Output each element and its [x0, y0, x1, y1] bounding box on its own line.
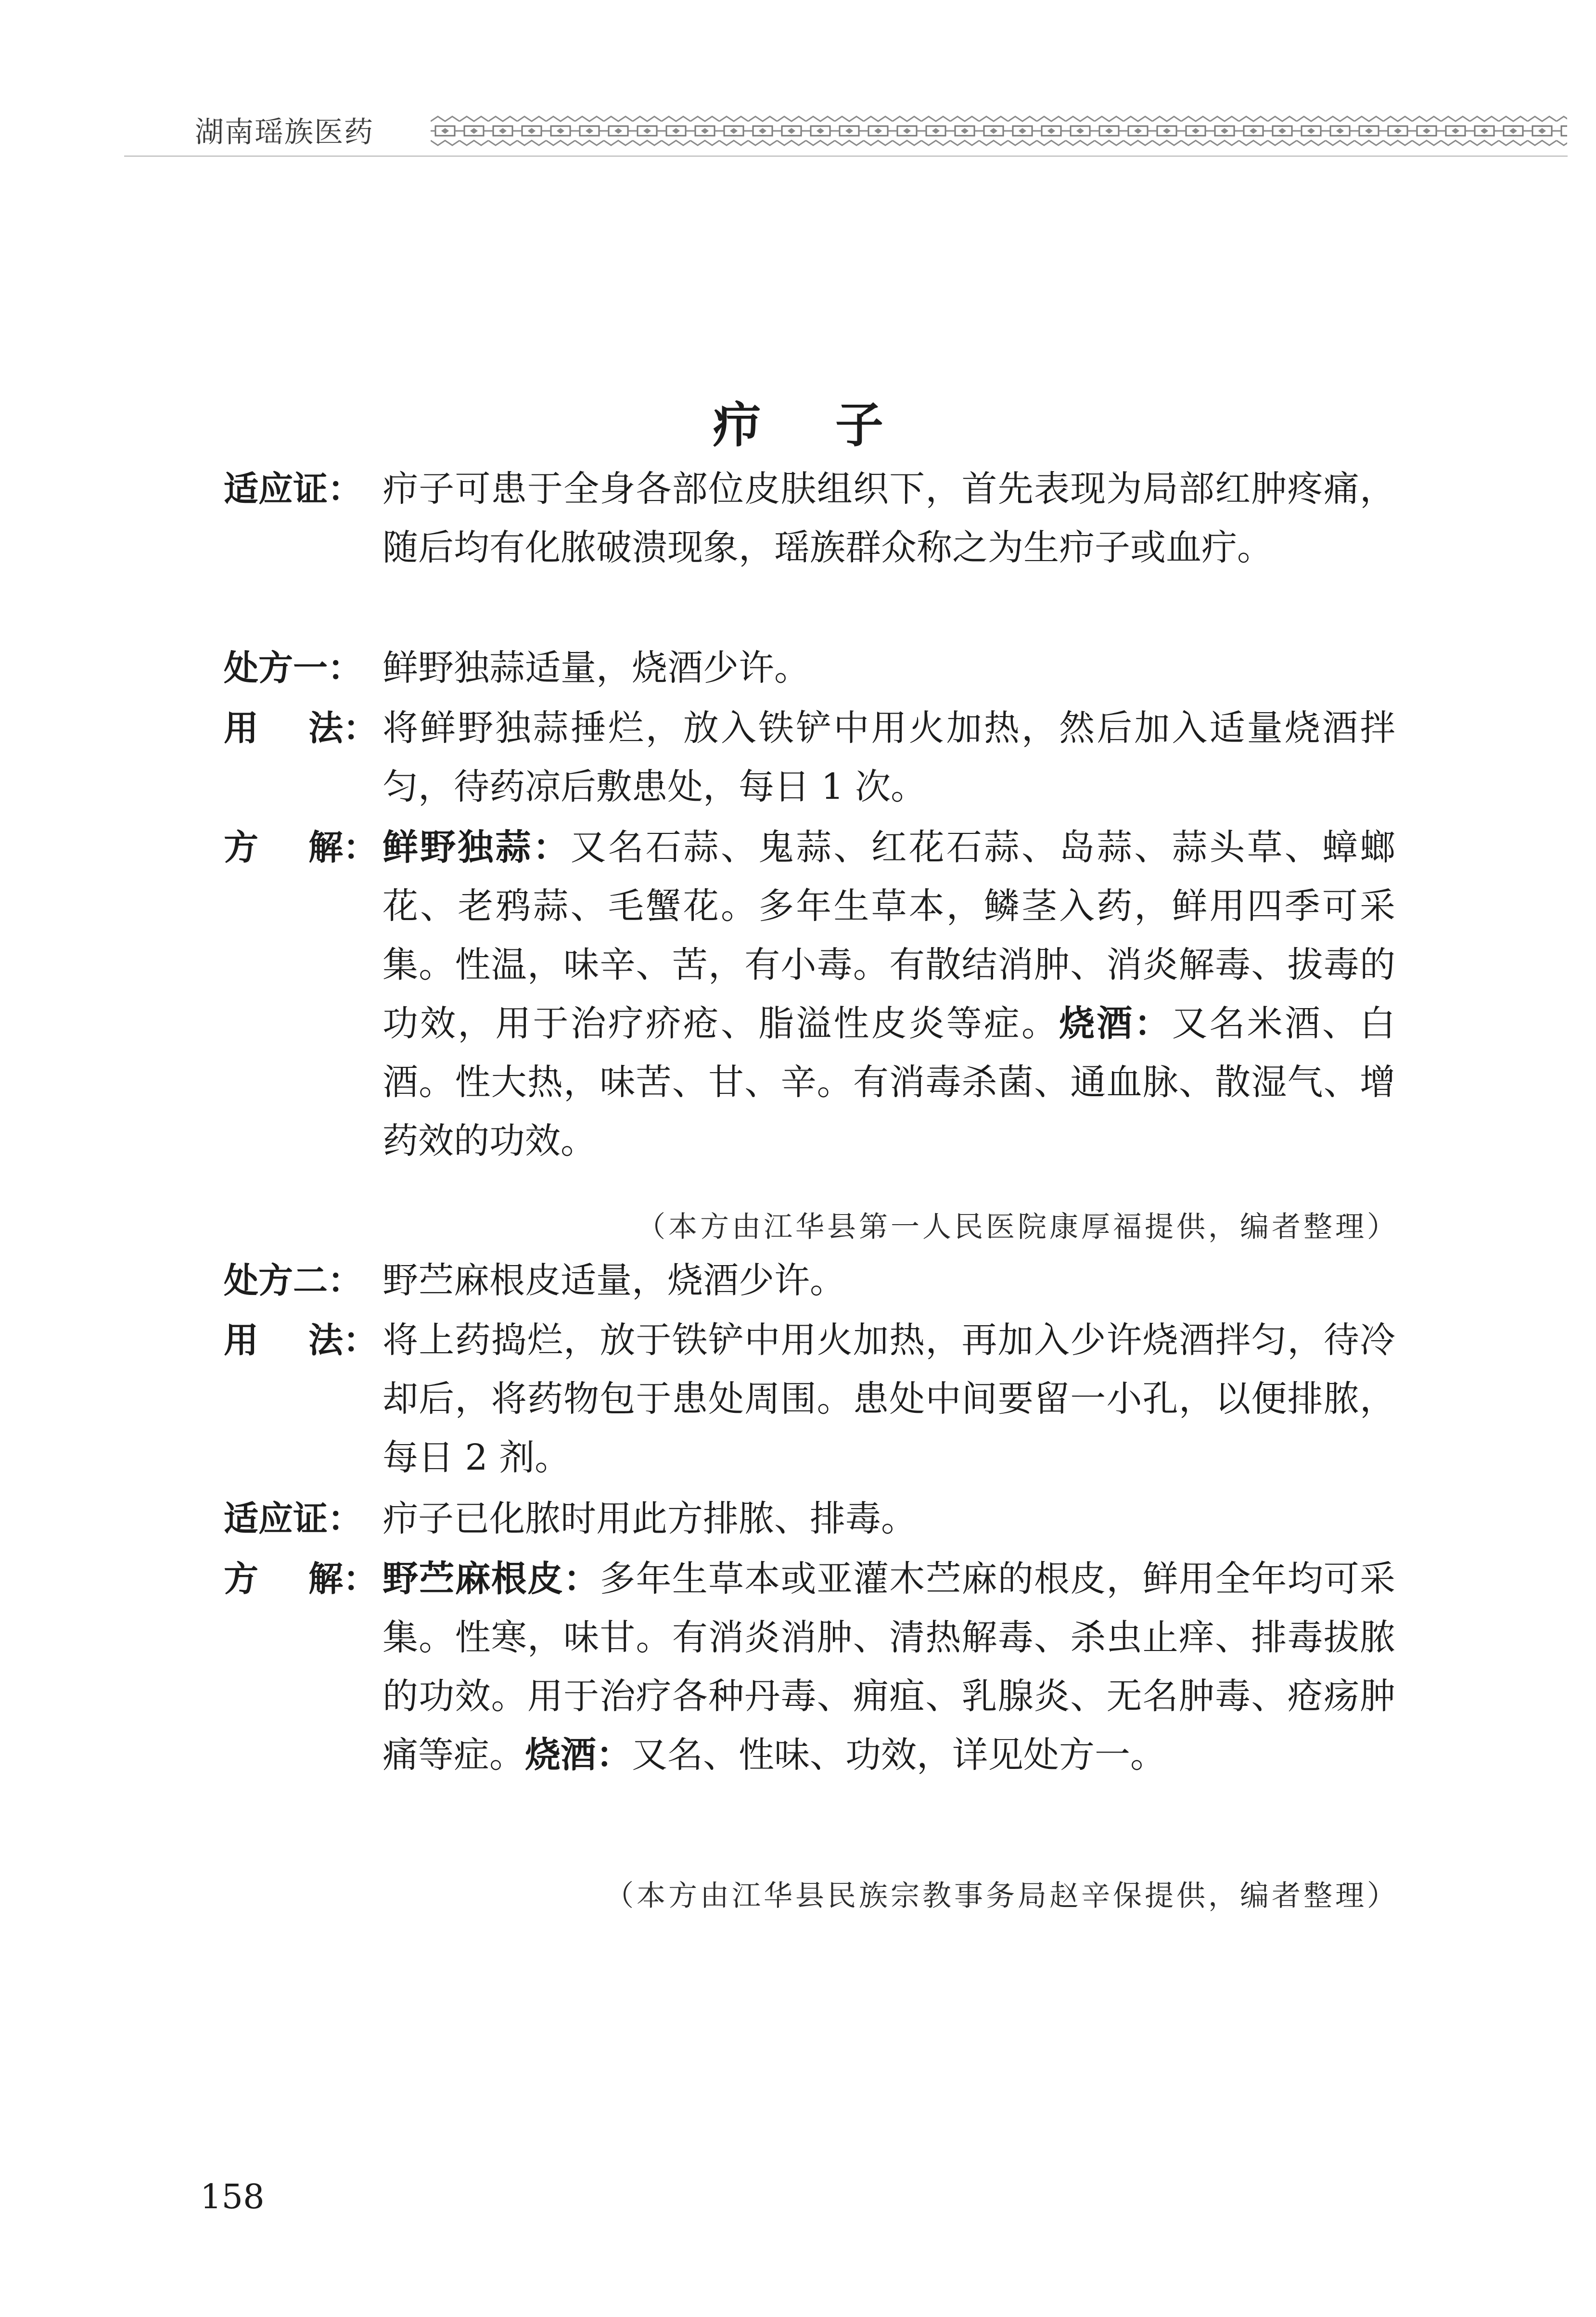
decorative-border-band [431, 115, 1567, 147]
entry-label: 适应证： [224, 469, 363, 509]
entry-text: 疖子可患于全身各部位皮肤组织下，首先表现为局部红肿疼痛，随后均有化脓破溃现象，瑶族群众称之为生疖子或血疔。 [383, 468, 1395, 568]
section-title: 疖 子 [713, 397, 912, 453]
entry-text: 将上药捣烂，放于铁铲中用火加热，再加入少许烧酒拌匀，待冷却后，将药物包于患处周围。患处中间要留一小孔，以便排脓，每日 2 剂。 [383, 1319, 1395, 1478]
entry-text: 野苎麻根皮：多年生草本或亚灌木苎麻的根皮，鲜用全年均可采集。性寒，味甘。有消炎消肿、清热解毒、杀虫止痒、排毒拔脓的功效。用于治疗各种丹毒、痈疽、乳腺炎、无名肿毒、疮疡肿痛等症。烧酒：又名、性味、功效，详见处方一。 [383, 1558, 1396, 1776]
entry-label: 方 解： [224, 1559, 378, 1599]
entry-text: 疖子已化脓时用此方排脓、排毒。 [383, 1498, 917, 1539]
entry-label: 处方二： [224, 1260, 363, 1301]
herb-term: 烧酒： [1059, 1003, 1172, 1044]
entry-text: 鲜野独蒜：又名石蒜、鬼蒜、红花石蒜、岛蒜、蒜头草、蟑螂花、老鸦蒜、毛蟹花。多年生草本，鳞茎入药，鲜用四季可采集。性温，味辛、苦，有小毒。有散结消肿、消炎解毒、拔毒的功效，用于治疗疥疮、脂溢性皮炎等症。烧酒：又名米酒、白酒。性大热，味苦、甘、辛。有消毒杀菌、通血脉、散湿气、增药效的功效。 [383, 827, 1396, 1162]
entry-label: 适应证： [224, 1498, 363, 1539]
header-rule [124, 155, 1568, 157]
entry-text: 将鲜野独蒜捶烂，放入铁铲中用火加热，然后加入适量烧酒拌匀，待药凉后敷患处，每日 1 次。 [383, 707, 1395, 807]
source-credit-2: （本方由江华县民族宗教事务局赵辛保提供，编者整理） [605, 1879, 1399, 1913]
entry-label: 处方一： [224, 648, 363, 688]
source-credit-1: （本方由江华县第一人民医院康厚福提供，编者整理） [637, 1210, 1399, 1244]
book-title: 湖南瑶族医药 [195, 115, 374, 149]
running-header [0, 89, 1596, 171]
entry-label: 方 解： [224, 827, 378, 868]
herb-term: 鲜野独蒜： [383, 827, 571, 868]
herb-term: 野苎麻根皮： [383, 1558, 600, 1600]
entry-label: 用 法： [224, 1320, 378, 1360]
entry-label: 用 法： [224, 708, 378, 748]
entry-text: 鲜野独蒜适量，烧酒少许。 [383, 647, 810, 689]
page-number: 158 [200, 2177, 265, 2216]
entry-text: 野苎麻根皮适量，烧酒少许。 [383, 1260, 845, 1301]
herb-term: 烧酒： [525, 1734, 632, 1776]
